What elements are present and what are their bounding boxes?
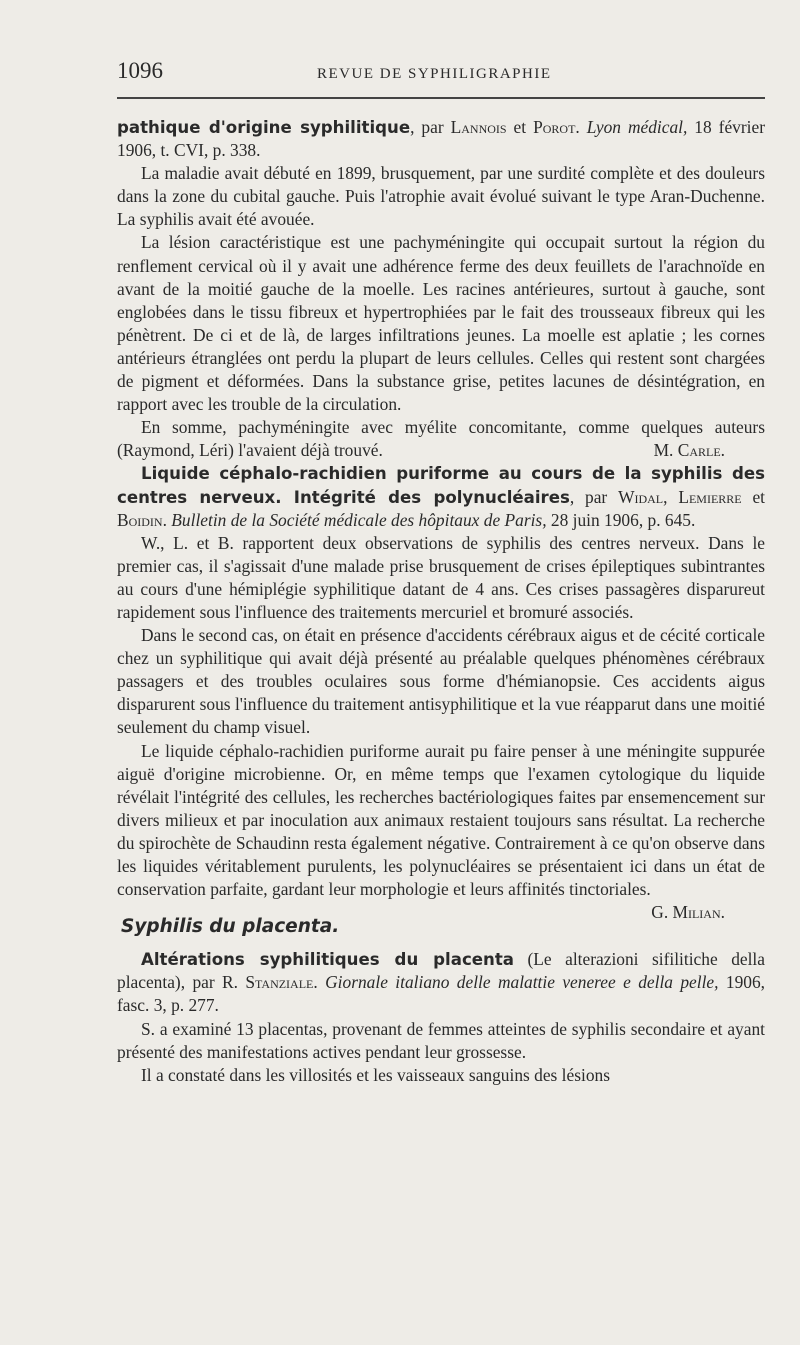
article1-title: pathique d'origine syphilitique <box>117 118 411 137</box>
page-number: 1096 <box>117 58 163 83</box>
signature: G. Milian. <box>651 902 725 923</box>
article2-reference: Liquide céphalo-rachidien puriforme au cours de la syphilis des centres nerveux. Intégrité des polynucléaires, par Widal, Lemierre et Boidin. Bulletin de la Société médicale des hôpitaux de Paris, 28 juin 1906, p. 645. <box>117 464 766 530</box>
article3-reference: Altérations syphilitiques du placenta (Le alterazioni sifilitiche della placenta), par R. Stanziale. Giornale italiano delle malattie veneree e della pelle, 1906, fasc. 3, p. 277. <box>117 949 766 1016</box>
paragraph: W., L. et B. rapportent deux observations de syphilis des centres nerveux. Dans le premier cas, il s'agissait d'une malade prise brusquement de crises épileptiques subintrantes au cours d'une hémiplégie syphilitique datant de 4 ans. Ces crises passagères disparureut rapidement sous l'influence des traitements mercuriel et bromuré associés. <box>117 532 765 622</box>
paragraph: La maladie avait débuté en 1899, brusquement, par une surdité complète et des douleurs dans la zone du cubital gauche. Puis l'atrophie avait évolué suivant le type Aran-Duchenne. La syphilis avait été avouée. <box>117 163 765 230</box>
page-body <box>117 116 765 1087</box>
author-stanziale: Stanziale <box>245 972 314 993</box>
author-lemierre: Lemierre <box>678 486 742 507</box>
paragraph: Le liquide céphalo-rachidien puriforme aurait pu faire penser à une méningite suppurée aiguë d'origine microbienne. Or, en même temps que l'examen cytologique du liquide révélait l'intégrité des cellules, les recherches bactériologiques faites par ensemencement sur divers milieux et par inoculation aux animaux restaient toujours sans résultat. La recherche du spirochète de Schaudinn resta également négative. Contrairement à ce qu'on observe dans les liquides véritablement purulents, les polynucléaires se présentaient ici dans un état de conservation parfaite, gardant leur morphologie et leurs affinités tinctoriales. G. Milian. <box>117 740 765 902</box>
article3-title: Altérations syphilitiques du placenta <box>141 950 514 970</box>
paragraph: S. a examiné 13 placentas, provenant de femmes atteintes de syphilis secondaire et ayant présenté des manifestations actives pendant leur grossesse. <box>117 1018 765 1062</box>
journal-name: Giornale italiano delle malattie veneree e della pelle, <box>325 972 719 993</box>
journal-name: Bulletin de la Société médicale des hôpitaux de Paris, <box>171 509 547 530</box>
signature: M. Carle. <box>653 440 725 461</box>
author-widal: Widal <box>618 486 664 507</box>
article2-title: Liquide céphalo-rachidien puriforme au cours de la syphilis des centres nerveux. Intégrité des polynucléaires <box>117 464 765 507</box>
running-title: REVUE DE SYPHILIGRAPHIE <box>317 66 552 82</box>
paragraph: En somme, pachyméningite avec myélite concomitante, comme quelques auteurs (Raymond, Léri) l'avaient déjà trouvé. M. Carle. <box>117 416 765 462</box>
paragraph: Il a constaté dans les villosités et les vaisseaux sanguins des lésions <box>141 1064 610 1085</box>
author-boidin: Boidin <box>117 509 163 530</box>
author-lannois: Lannois <box>450 117 507 137</box>
paragraph: La lésion caractéristique est une pachyméningite qui occupait surtout la région du renflement cervical où il y avait une adhérence ferme des deux feuillets de l'arachnoïde en avant de la moitié gauche de la moelle. Les racines antérieures, surtout à gauche, sont englobées dans le tissu fibreux et hypertrophiées par le fait des trousseaux fibreux qui les pénètrent. De ci et de là, de larges infiltrations jeunes. La moelle est aplatie ; les cornes antérieurs étranglées ont perdu la plupart de leurs cellules. Celles qui restent sont chargées de pigment et déformées. Dans la substance grise, petites lacunes de désintégration, en rapport avec les trouble de la circulation. <box>117 232 765 415</box>
page-header <box>117 58 765 92</box>
section-title: Syphilis du placenta. <box>121 916 340 938</box>
article1-reference: pathique d'origine syphilitique, par Lannois et Porot. Lyon médical, 18 février 1906, t. CVI, p. 338. <box>117 117 765 161</box>
header-rule <box>117 97 765 99</box>
paragraph: Dans le second cas, on était en présence d'accidents cérébraux aigus et de cécité corticale chez un syphilitique qui avait déjà présenté au préalable quelques phénomènes cérébraux passagers et des troubles oculaires sous forme d'hémianopsie. Ces accidents aigus disparurent sous l'influence du traitement antisyphilitique et la vue réapparut dans une moitié seulement du champ visuel. <box>117 625 765 738</box>
author-porot: Porot <box>533 117 576 137</box>
journal-name: Lyon médical, <box>586 117 688 137</box>
